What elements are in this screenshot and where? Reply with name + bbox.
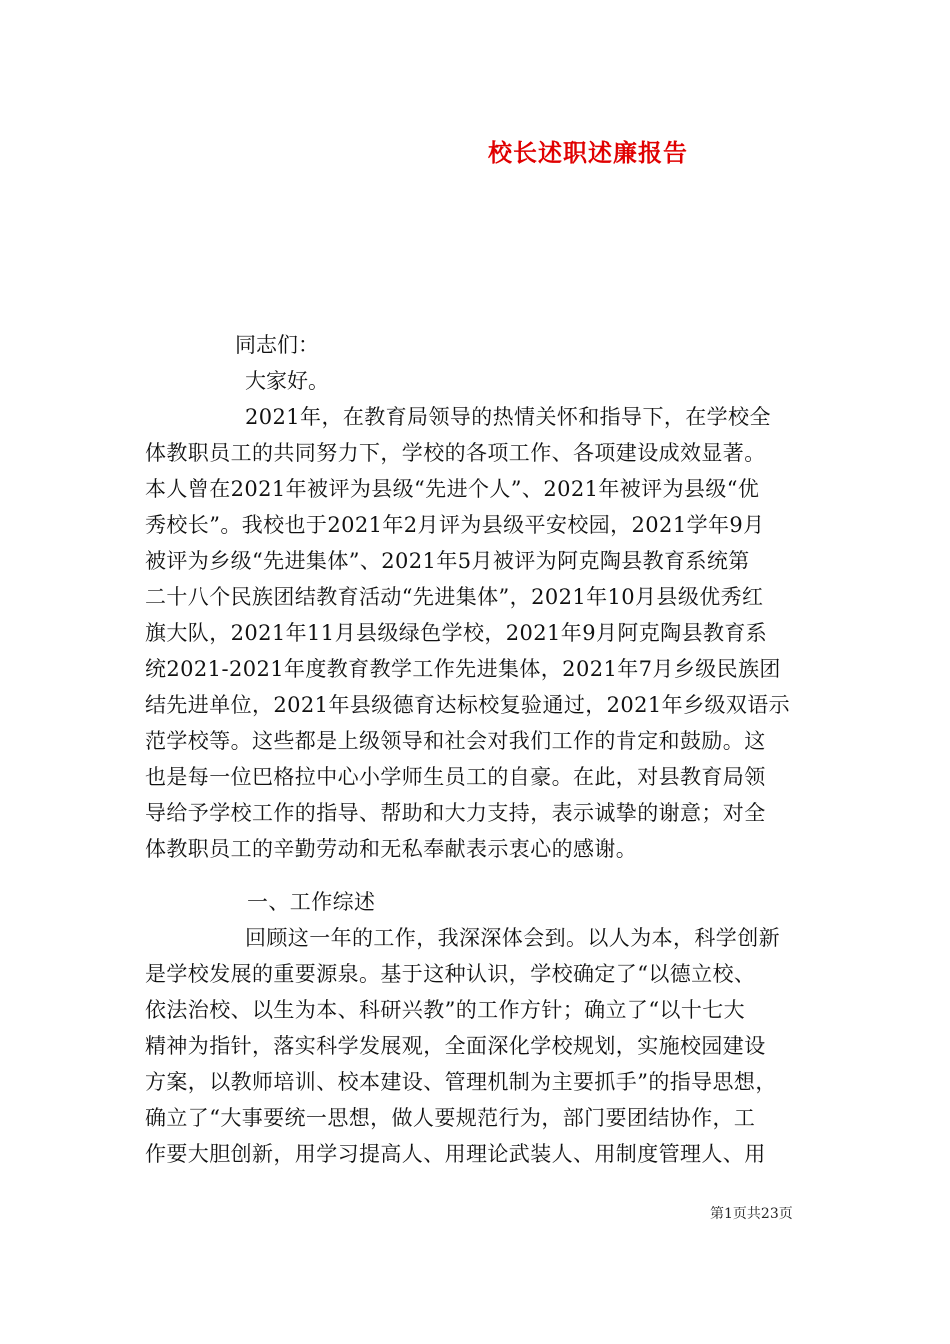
paragraph-line: 确立了“大事要统一思想，做人要规范行为，部门要团结协作，工 [145,1106,756,1130]
paragraph-line: 体教职员工的辛勤劳动和无私奉献表示衷心的感谢。 [145,837,638,861]
greeting: 大家好。 [245,369,329,393]
paragraph-line: 方案，以教师培训、校本建设、管理机制为主要抓手”的指导思想， [145,1070,777,1094]
paragraph-line: 依法治校、以生为本、科研兴教”的工作方针；确立了“以十七大 [145,998,746,1022]
paragraph-line: 是学校发展的重要源泉。基于这种认识，学校确定了“以德立校、 [145,962,756,986]
paragraph-line: 统2021-2021年度教育教学工作先进集体，2021年7月乡级民族团 [145,657,781,681]
paragraph-line: 作要大胆创新，用学习提高人、用理论武装人、用制度管理人、用 [145,1142,766,1166]
paragraph-line: 被评为乡级“先进集体”、2021年5月被评为阿克陶县教育系统第 [145,549,750,573]
paragraph-1 [145,399,825,867]
paragraph-line: 2021年，在教育局领导的热情关怀和指导下，在学校全 [245,405,771,429]
salutation: 同志们： [235,333,319,357]
paragraph-line: 导给予学校工作的指导、帮助和大力支持，表示诚挚的谢意；对全 [145,801,766,825]
paragraph-line: 结先进单位，2021年县级德育达标校复验通过，2021年乡级双语示 [145,693,791,717]
paragraph-line: 二十八个民族团结教育活动“先进集体”，2021年10月县级优秀红 [145,585,764,609]
page-title: 校长述职述廉报告 [488,138,688,167]
paragraph-line: 秀校长”。我校也于2021年2月评为县级平安校园，2021学年9月 [145,513,765,537]
section-1-heading: 一、工作综述 [247,890,376,914]
paragraph-line: 旗大队，2021年11月县级绿色学校，2021年9月阿克陶县教育系 [145,621,768,645]
paragraph-line: 回顾这一年的工作，我深深体会到。以人为本，科学创新 [245,926,780,950]
paragraph-2 [145,920,825,1172]
paragraph-line: 范学校等。这些都是上级领导和社会对我们工作的肯定和鼓励。这 [145,729,766,753]
page-number: 第1页共23页 [710,1206,793,1222]
paragraph-line: 也是每一位巴格拉中心小学师生员工的自豪。在此，对县教育局领 [145,765,766,789]
paragraph-line: 精神为指针，落实科学发展观，全面深化学校规划，实施校园建设 [145,1034,766,1058]
paragraph-line: 本人曾在2021年被评为县级“先进个人”、2021年被评为县级“优 [145,477,760,501]
paragraph-line: 体教职员工的共同努力下，学校的各项工作、各项建设成效显著。 [145,441,766,465]
section-heading [145,884,825,920]
